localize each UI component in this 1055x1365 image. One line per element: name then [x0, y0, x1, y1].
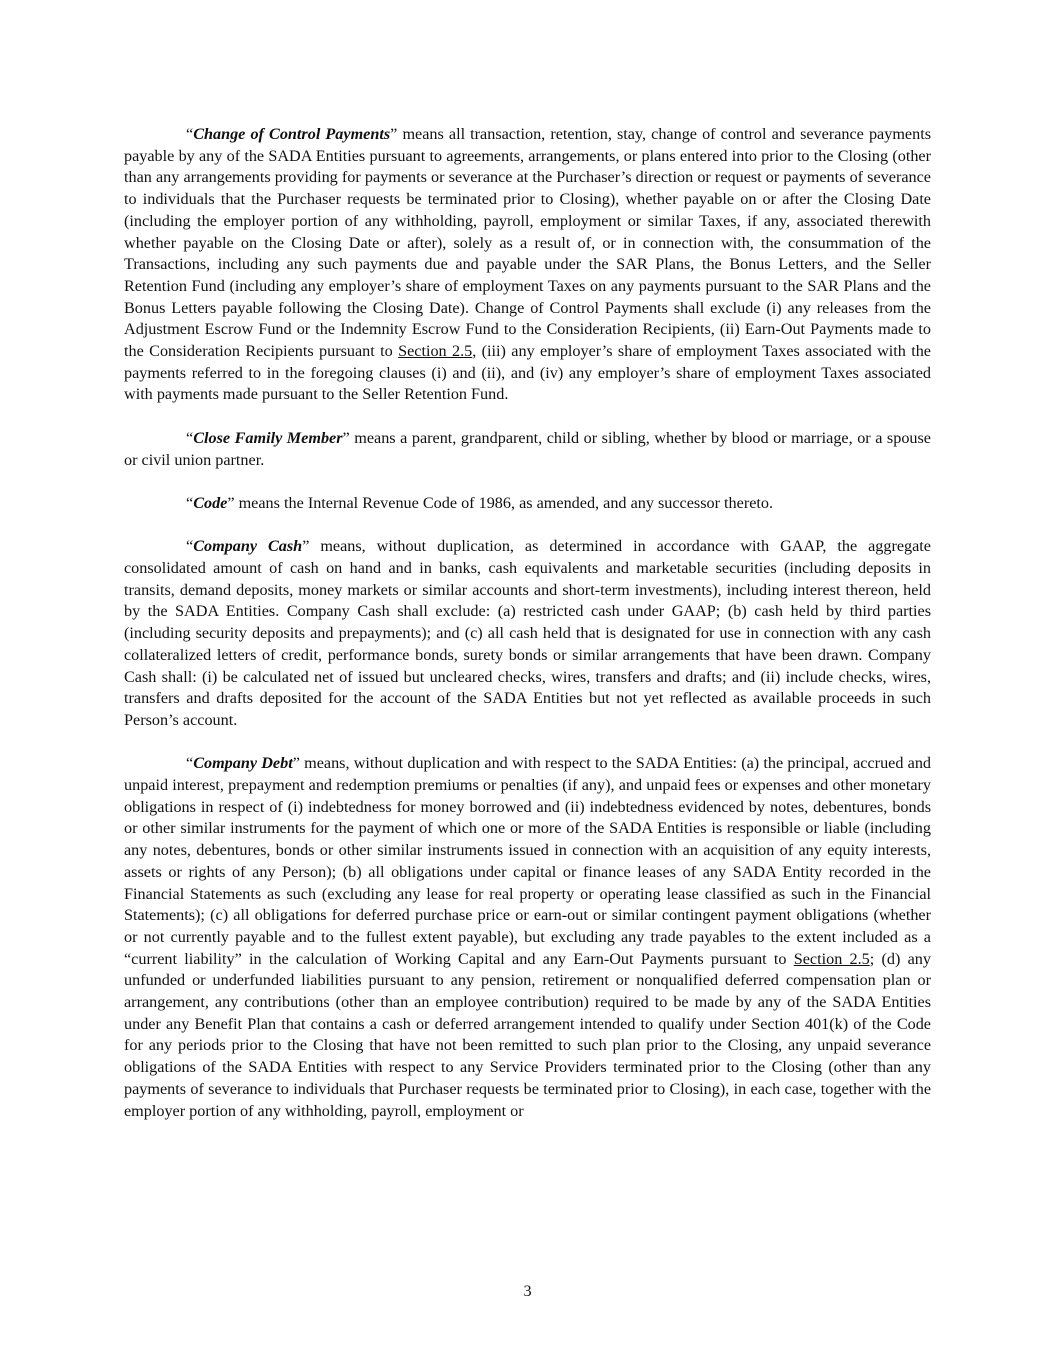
definition-text: means all transaction, retention, stay, change of control and severance payments payable by any of the SADA Entities pursuant to agreements, arrangements, or plans entered into prior to the Closing (other than any arrangements providing for payments or severance at the Purchaser’s direction or request or payments of severance to individuals that the Purchaser requests be terminated prior to Closing), whether payable on or after the Closing Date (including the employer portion of any withholding, payroll, employment or similar Taxes, if any, associated therewith whether payable on the Closing Date or after), solely as a result of, or in connection with, the consummation of the Transactions, including any such payments due and payable under the SAR Plans, the Bonus Letters, and the Seller Retention Fund (including any employer’s share of employment Taxes on any payments pursuant to the SAR Plans and the Bonus Letters payable following the Closing Date). Change of Control Payments shall exclude (i) any releases from the Adjustment Escrow Fund or the Indemnity Escrow Fund to the Consideration Recipients, (ii) Earn-Out Payments made to the Consideration Recipients pursuant to: [124, 125, 931, 361]
definition-close-family-member: “Close Family Member” means a parent, grandparent, child or sibling, whether by blood or marriage, or a spouse or civil union partner.: [124, 428, 931, 469]
document-page: [124, 124, 931, 1144]
page-number: 3: [523, 1282, 532, 1300]
definition-text: means, without duplication, as determined in accordance with GAAP, the aggregate consolidated amount of cash on hand and in banks, cash equivalents and marketable securities (including deposits in transits, demand deposits, money markets or similar accounts and short-term investments), including interest thereon, held by the SADA Entities. Company Cash shall exclude: (a) restricted cash under GAAP; (b) cash held by third parties (including security deposits and prepayments); and (c) all cash held that is designated for use in connection with any cash collateralized letters of credit, performance bonds, surety bonds or similar arrangements that have been drawn. Company Cash shall: (i) be calculated net of issued but uncleared checks, wires, transfers and drafts; and (ii) include checks, wires, transfers and drafts deposited for the account of the SADA Entities but not yet reflected as available proceeds in such Person’s account.: [124, 537, 931, 729]
definition-text: ; (d) any unfunded or underfunded liabilities pursuant to any pension, retirement or nonqualified deferred compensation plan or arrangement, any contributions (other than an employee contribution) required to be made by any of the SADA Entities under any Benefit Plan that contains a cash or deferred arrangement intended to qualify under Section 401(k) of the Code for any periods prior to the Closing that have not been remitted to such plan prior to the Closing, any unpaid severance obligations of the SADA Entities with respect to any Service Providers terminated prior to the Closing (other than any payments of severance to individuals that Purchaser requests be terminated prior to Closing), in each case, together with the employer portion of any withholding, payroll, employment or: [124, 949, 931, 1120]
definition-text: means, without duplication and with respect to the SADA Entities: (a) the principal, accrued and unpaid interest, prepayment and redemption premiums or penalties (if any), and unpaid fees or expenses and other monetary obligations in respect of (i) indebtedness for money borrowed and (ii) indebtedness evidenced by notes, debentures, bonds or other similar instruments for the payment of which one or more of the SADA Entities is responsible or liable (including any notes, debentures, bonds or other similar instruments issued in connection with an acquisition of any equity interests, assets or rights of any Person); (b) all obligations under capital or finance leases of any SADA Entity recorded in the Financial Statements as such (excluding any lease for real property or operating lease classified as such in the Financial Statements); (c) all obligations for deferred purchase price or earn-out or similar contingent payment obligations (whether or not currently payable and to the fullest extent payable), but excluding any trade payables to the extent included as a “current liability” in the calculation of Working Capital and any Earn-Out Payments pursuant to: [124, 754, 932, 968]
definition-text: means the Internal Revenue Code of 1986, as amended, and any successor thereto.: [238, 493, 774, 512]
defined-term: Code: [193, 493, 228, 512]
section-reference-link[interactable]: Section 2.5: [793, 949, 870, 968]
definition-code: “Code” means the Internal Revenue Code of 1986, as amended, and any successor thereto.: [186, 493, 774, 512]
definition-company-cash: “Company Cash” means, without duplication, as determined in accordance with GAAP, the aggregate consolidated amount of cash on hand and in banks, cash equivalents and marketable securities (including deposits in transits, demand deposits, money markets or similar accounts and short-term investments), including interest thereon, held by the SADA Entities. Company Cash shall exclude: (a) restricted cash under GAAP; (b) cash held by third parties (including security deposits and prepayments); and (c) all cash held that is designated for use in connection with any cash collateralized letters of credit, performance bonds, surety bonds or similar arrangements that have been drawn. Company Cash shall: (i) be calculated net of issued but uncleared checks, wires, transfers and drafts; and (ii) include checks, wires, transfers and drafts deposited for the account of the SADA Entities but not yet reflected as available proceeds in such Person’s account.: [124, 537, 931, 729]
definition-change-of-control-payments: “Change of Control Payments” means all transaction, retention, stay, change of control and severance payments payable by any of the SADA Entities pursuant to agreements, arrangements, or plans entered into prior to the Closing (other than any arrangements providing for payments or severance at the Purchaser’s direction or request or payments of severance to individuals that the Purchaser requests be terminated prior to Closing), whether payable on or after the Closing Date (including the employer portion of any withholding, payroll, employment or similar Taxes, if any, associated therewith whether payable on the Closing Date or after), solely as a result of, or in connection with, the consummation of the Transactions, including any such payments due and payable under the SAR Plans, the Bonus Letters, and the Seller Retention Fund (including any employer’s share of employment Taxes on any payments pursuant to the SAR Plans and the Bonus Letters payable following the Closing Date). Change of Control Payments shall exclude (i) any releases from the Adjustment Escrow Fund or the Indemnity Escrow Fund to the Consideration Recipients, (ii) Earn-Out Payments made to the Consideration Recipients pursuant to Section 2.5, (iii) any employer’s share of employment Taxes associated with the payments referred to in the foregoing clauses (i) and (ii), and (iv) any employer’s share of employment Taxes associated with payments made pursuant to the Seller Retention Fund.: [124, 125, 931, 404]
definition-text: , (iii) any employer’s share of employment Taxes associated with the payments referred to in the foregoing clauses (i) and (ii), and (iv) any employer’s share of employment Taxes associated with payments made pursuant to the Seller Retention Fund.: [124, 342, 931, 404]
defined-term: Company Cash: [193, 537, 303, 556]
definition-text: means a parent, grandparent, child or sibling, whether by blood or marriage, or a spouse or civil union partner.: [124, 428, 931, 469]
section-reference-link[interactable]: Section 2.5: [398, 342, 473, 361]
defined-term: Company Debt: [193, 754, 293, 773]
definition-company-debt: “Company Debt” means, without duplication and with respect to the SADA Entities: (a) the principal, accrued and unpaid interest, prepayment and redemption premiums or penalties (if any), and unpaid fees or expenses and other monetary obligations in respect of (i) indebtedness for money borrowed and (ii) indebtedness evidenced by notes, debentures, bonds or other similar instruments for the payment of which one or more of the SADA Entities is responsible or liable (including any notes, debentures, bonds or other similar instruments issued in connection with an acquisition of any equity interests, assets or rights of any Person); (b) all obligations under capital or finance leases of any SADA Entity recorded in the Financial Statements as such (excluding any lease for real property or operating lease classified as such in the Financial Statements); (c) all obligations for deferred purchase price or earn-out or similar contingent payment obligations (whether or not currently payable and to the fullest extent payable), but excluding any trade payables to the extent included as a “current liability” in the calculation of Working Capital and any Earn-Out Payments pursuant to Section 2.5; (d) any unfunded or underfunded liabilities pursuant to any pension, retirement or nonqualified deferred compensation plan or arrangement, any contributions (other than an employee contribution) required to be made by any of the SADA Entities under any Benefit Plan that contains a cash or deferred arrangement intended to qualify under Section 401(k) of the Code for any periods prior to the Closing that have not been remitted to such plan prior to the Closing, any unpaid severance obligations of the SADA Entities with respect to any Service Providers terminated prior to the Closing (other than any payments of severance to individuals that Purchaser requests be terminated prior to Closing), in each case, together with the employer portion of any withholding, payroll, employment or: [124, 754, 932, 1120]
defined-term: Close Family Member: [193, 428, 343, 447]
defined-term: Change of Control Payments: [193, 125, 391, 143]
